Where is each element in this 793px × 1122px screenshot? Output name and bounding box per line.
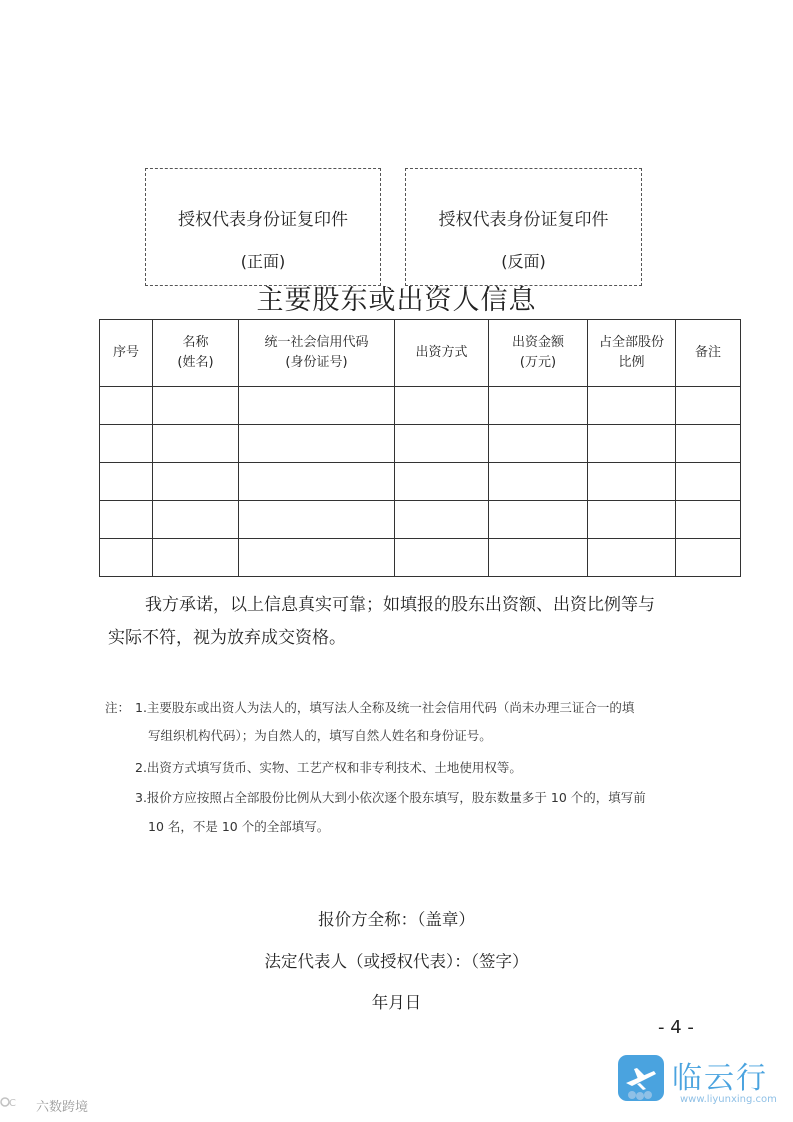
header-cell-share-ratio [588,320,676,387]
table-row [100,463,741,501]
table-header-row [100,320,741,387]
shareholder-table [99,319,741,577]
header-cell-contribution-amount [489,320,588,387]
table-cell [153,501,239,539]
header-text: 出资方式 [415,345,468,360]
table-cell [239,387,395,425]
header-text: 名称 [182,335,209,350]
header-cell-credit-code [239,320,395,387]
table-row [100,539,741,577]
table-cell [676,463,741,501]
header-subtext: (姓名) [177,355,214,370]
table-body [100,387,741,577]
header-cell-index [100,320,153,387]
table-cell [588,463,676,501]
note-label: 注： [105,700,131,715]
watermark-left-text: 六数跨境 [36,1100,89,1115]
header-text: 备注 [694,345,721,360]
table-cell [153,539,239,577]
table-cell [100,387,153,425]
table-cell [100,501,153,539]
table-cell [395,539,489,577]
header-text: 占全部股份 [598,335,664,350]
logo-text: 临云行 [672,1061,768,1096]
table-cell [395,501,489,539]
table-cell [676,387,741,425]
table-cell [395,387,489,425]
table-cell [676,539,741,577]
table-cell [100,425,153,463]
note-item-3-line-1: 3.报价方应按照占全部股份比例从大到小依次逐个股东填写，股东数量多于 10 个的，填写前 [135,790,646,805]
table-cell [395,425,489,463]
table-cell [100,463,153,501]
bidder-name-line: 报价方全称：（盖章） [318,910,475,929]
page-number: - 4 - [658,1017,694,1038]
page-title: 主要股东或出资人信息 [256,285,537,316]
note-item-1-line-2: 写组织机构代码）；为自然人的，填写自然人姓名和身份证号。 [148,728,492,743]
table-cell [239,501,395,539]
header-cell-remarks [676,320,741,387]
header-text: 出资金额 [511,335,564,350]
table-cell [489,501,588,539]
header-cell-contribution-method [395,320,489,387]
table-cell [153,463,239,501]
table-row [100,387,741,425]
legal-representative-line: 法定代表人（或授权代表）：（签字） [264,952,529,971]
table-row [100,425,741,463]
id-copy-back-label: 授权代表身份证复印件 [438,210,609,230]
note-item-1-line-1: 1.主要股东或出资人为法人的，填写法人全称及统一社会信用代码（尚未办理三证合一的填 [135,700,635,715]
table-cell [395,463,489,501]
date-line: 年月日 [371,993,422,1012]
table-cell [489,539,588,577]
table-cell [489,463,588,501]
table-cell [239,539,395,577]
table-cell [100,539,153,577]
logo-plane-icon [618,1055,664,1101]
logo-url: www.liyunxing.com [680,1094,777,1105]
header-subtext: (身份证号) [285,355,348,370]
header-cell-name [153,320,239,387]
svg-text:C: C [9,1098,16,1109]
id-copy-back-box [405,168,642,286]
pledge-line-1: 我方承诺，以上信息真实可靠；如填报的股东出资额、出资比例等与 [145,595,655,615]
pledge-line-2: 实际不符，视为放弃成交资格。 [108,628,346,648]
id-copy-front-box [145,168,381,286]
id-copy-back-side: (反面) [501,252,546,271]
note-item-2: 2.出资方式填写货币、实物、工艺产权和非专利技术、土地使用权等。 [135,760,522,775]
table-cell [588,387,676,425]
table-row [100,501,741,539]
id-copy-front-side: (正面) [240,252,286,271]
header-text: 序号 [112,345,139,360]
table-cell [588,539,676,577]
table-cell [588,501,676,539]
table-cell [153,387,239,425]
id-copy-front-label: 授权代表身份证复印件 [178,210,348,230]
table-cell [239,463,395,501]
table-cell [489,425,588,463]
table-cell [489,387,588,425]
header-text: 统一社会信用代码 [264,335,369,350]
watermark-badge-icon [0,1094,32,1110]
note-item-3-line-2: 10 名，不是 10 个的全部填写。 [148,819,330,834]
table-cell [153,425,239,463]
table-cell [676,425,741,463]
table-cell [239,425,395,463]
header-subtext: 比例 [618,355,645,370]
header-subtext: (万元) [519,355,557,370]
table-cell [588,425,676,463]
table-cell [676,501,741,539]
